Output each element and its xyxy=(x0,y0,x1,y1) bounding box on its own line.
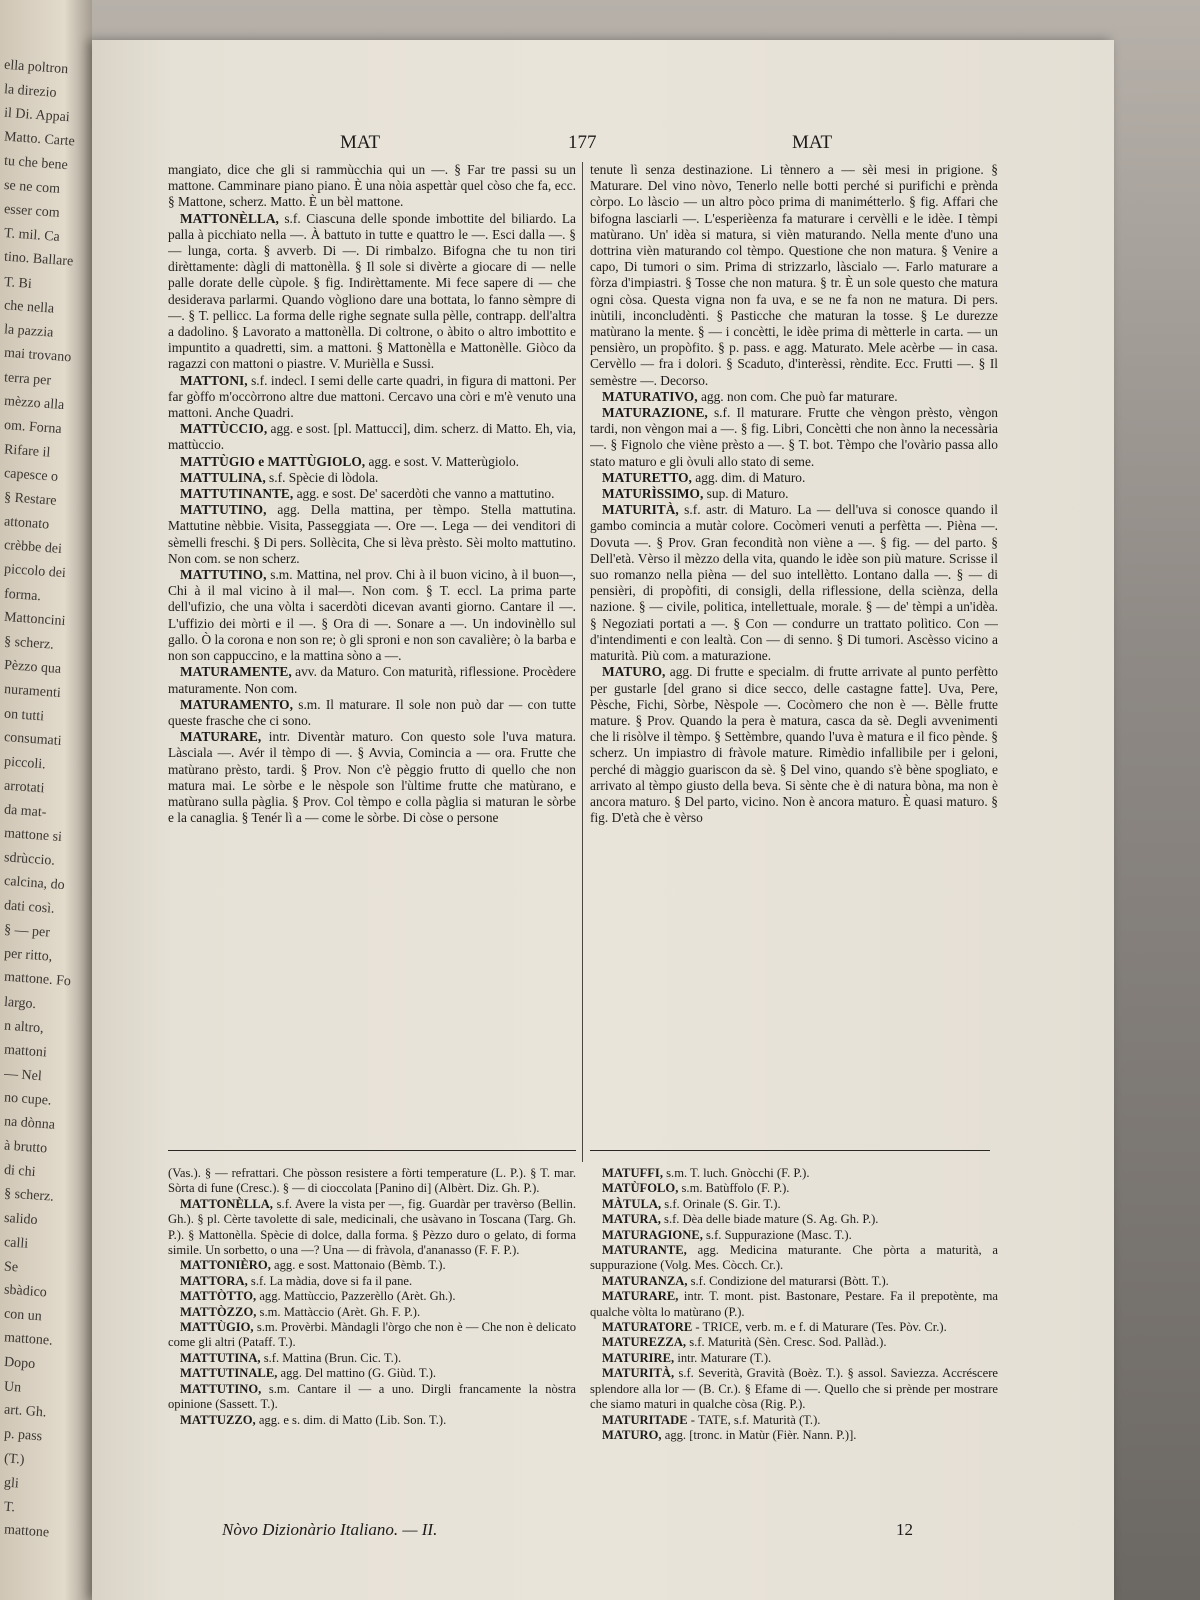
dictionary-entry xyxy=(590,1228,998,1243)
previous-page-fragment: la pazzia xyxy=(3,322,54,341)
entry-headword: MATTÙCCIO, xyxy=(180,421,268,437)
entry-headword: MATTORA, xyxy=(180,1273,248,1288)
entry-headword: MATTUTINALE, xyxy=(180,1366,278,1381)
previous-page-fragment: § scherz. xyxy=(3,634,55,653)
entry-headword: MATURARE, xyxy=(602,1289,679,1304)
previous-page-fragment: mattone xyxy=(3,1522,50,1541)
dictionary-entry xyxy=(590,1413,998,1428)
entry-headword: MATURAMENTE, xyxy=(180,664,292,680)
entry-text: s.m. T. luch. Gnòcchi (F. P.). xyxy=(666,1166,810,1180)
previous-page-fragment: sdrùccio. xyxy=(3,850,56,869)
previous-page-fragment: calcina, do xyxy=(3,873,66,894)
previous-page-fragment: con un xyxy=(3,1306,43,1325)
previous-page-fragment: mattone. xyxy=(3,1330,54,1349)
entry-text: sup. di Maturo. xyxy=(706,486,789,502)
column-right-main xyxy=(590,162,998,1120)
dictionary-entry xyxy=(590,389,998,405)
previous-page-fragment: il Di. Appai xyxy=(3,105,71,126)
entry-headword: MATTÙGIO, xyxy=(180,1320,254,1335)
dictionary-entry xyxy=(168,1382,576,1413)
previous-page-fragment: mattone. Fo xyxy=(3,969,72,990)
dictionary-entry xyxy=(168,1258,576,1273)
dictionary-entry xyxy=(590,1351,998,1366)
dictionary-entry xyxy=(168,470,576,486)
dictionary-entry xyxy=(168,1366,576,1381)
dictionary-entry xyxy=(168,454,576,470)
dictionary-entry xyxy=(590,486,998,502)
entry-text: s.f. Severità, Gravità (Boèz. T.). § assol. Saviezza. Accréscere splendore alla lor — (B. Cr.). § Efame di —. Quello che si prènde per mostrare che siamo maturi in qualche còsa (Rig. P.). xyxy=(590,1366,998,1412)
previous-page-fragment: Rifare il xyxy=(3,442,51,461)
entry-text: agg. Medicina maturante. Che pòrta a maturità, a suppurazione (Volg. Mes. Còcch. Cr.). xyxy=(590,1243,998,1273)
entry-text: mangiato, dice che gli si rammùcchia qui un —. § Far tre passi su un mattone. Camminare piano piano. È una nòia aspettàr quel còso che fa, ecc. § Mattone, scherz. Matto. È un bèl mattone. xyxy=(168,162,576,210)
entry-headword: MATURÌSSIMO, xyxy=(602,486,704,502)
previous-page-fragment: capesce o xyxy=(3,466,59,485)
dictionary-entry xyxy=(168,1305,576,1320)
dictionary-entry xyxy=(168,502,576,567)
entry-headword: MATTUTINANTE, xyxy=(180,486,294,502)
dictionary-entry xyxy=(590,470,998,486)
dictionary-entry xyxy=(590,162,998,389)
column-right-supplement xyxy=(590,1166,998,1506)
dictionary-entry xyxy=(168,1320,576,1351)
dictionary-entry xyxy=(590,502,998,664)
entry-headword: MATURO, xyxy=(602,1427,662,1442)
dictionary-entry xyxy=(590,1181,998,1196)
previous-page-fragment: T. xyxy=(3,1499,16,1516)
entry-headword: MATUREZZA, xyxy=(602,1335,687,1350)
entry-headword: MATURIRE, xyxy=(602,1350,675,1365)
previous-page-fragment: om. Forna xyxy=(3,418,63,437)
entry-headword: MATUFFI, xyxy=(602,1166,663,1180)
dictionary-entry xyxy=(168,162,576,211)
entry-headword: MATURITÀ, xyxy=(602,502,679,518)
previous-page-fragment: § scherz. xyxy=(3,1186,55,1205)
column-divider xyxy=(582,162,583,1162)
previous-page-fragment: calli xyxy=(3,1235,29,1252)
entry-headword: MATURO, xyxy=(602,664,666,680)
entry-text: - TRICE, verb. m. e f. di Maturare (Tes. Pòv. Cr.). xyxy=(695,1320,947,1335)
previous-page-fragment: ella poltron xyxy=(3,57,69,78)
previous-page-fragment: se ne com xyxy=(3,178,61,197)
entry-text: agg. e s. dim. di Matto (Lib. Son. T.). xyxy=(258,1412,447,1427)
entry-headword: MATURITADE xyxy=(602,1412,688,1427)
entry-text: agg. e sost. V. Matterùgiolo. xyxy=(368,453,519,469)
previous-page-fragment: gli xyxy=(3,1475,20,1492)
entry-text: - TATE, s.f. Maturità (T.). xyxy=(690,1412,821,1427)
previous-page-fragment: p. pass xyxy=(3,1426,43,1445)
entry-text: s.f. La màdia, dove si fa il pane. xyxy=(250,1273,413,1288)
previous-page-fragment: dati così. xyxy=(3,898,56,917)
entry-text: agg. Del mattino (G. Giùd. T.). xyxy=(280,1366,437,1381)
entry-headword: MATTÒZZO, xyxy=(180,1304,257,1319)
entry-text: s.f. Condizione del maturarsi (Bòtt. T.). xyxy=(690,1273,889,1288)
entry-text: s.m. Batùffolo (F. P.). xyxy=(681,1181,790,1196)
dictionary-entry xyxy=(590,1197,998,1212)
previous-page-fragment: di chi xyxy=(3,1162,37,1181)
entry-text: s.m. Cantare il — a uno. Dirgli francamente la nòstra opinione (Sassett. T.). xyxy=(168,1381,576,1412)
entry-text: avv. da Maturo. Con maturità, riflessione. Procèdere maturamente. Non com. xyxy=(168,664,576,696)
entry-headword: MATTÙGIO e MATTÙGIOLO, xyxy=(180,453,366,469)
previous-page-fragment: § — per xyxy=(3,922,51,941)
entry-headword: MATTONÈLLA, xyxy=(180,210,279,226)
previous-page-fragment: esser com xyxy=(3,202,61,221)
page-number: 177 xyxy=(568,132,597,153)
entry-headword: MATÙFOLO, xyxy=(602,1181,679,1196)
column-left-supplement xyxy=(168,1166,576,1506)
dictionary-entry xyxy=(168,1197,576,1259)
dictionary-entry xyxy=(168,697,576,729)
dictionary-entry xyxy=(168,1413,576,1428)
previous-page-fragment: mattoni xyxy=(3,1042,48,1061)
previous-page-edge xyxy=(0,0,92,1600)
dictionary-entry xyxy=(168,1289,576,1304)
dictionary-entry xyxy=(590,1166,998,1181)
entry-text: s.f. astr. di Maturo. La — dell'uva si conosce quando il gambo comincia a mutàr colore. Cocòmeri venuti a perfètta —. Pièna —. Dovuta —. § Prov. Gran fecondità non viène a —. § fig. — del parto. § Dell'età. Vèrso il mèzzo della vita, quando le idèe son più mature. Scrisse il suo romanzo nella pièna — del suo intellètto. Lontano dalla —. § — di pensièri, di propòfiti, di consigli, della riflessione, della sciènza, della nazione. § — civile, politica, intellettuale, morale. § — de' tèmpi a un'idèa. § Negoziati portati a —. § Con — condurre un trattato polìtico. Con — d'intendimenti e con lealtà. Con — di senno. § Di tumori. Ascèsso vicino a maturità. Più com. a maturazione. xyxy=(590,502,998,664)
entry-headword: MATURATORE xyxy=(602,1320,693,1335)
entry-headword: MATURANTE, xyxy=(602,1243,687,1258)
column-left-main xyxy=(168,162,576,1120)
previous-page-fragment: art. Gh. xyxy=(3,1402,47,1421)
entry-headword: MATURAZIONE, xyxy=(602,405,708,421)
running-head-right: MAT xyxy=(792,132,833,153)
entry-text: s.f. Dèa delle biade mature (S. Ag. Gh. P.). xyxy=(664,1212,879,1227)
entry-text: s.f. Orinale (S. Gir. T.). xyxy=(664,1196,781,1211)
dictionary-entry xyxy=(590,1335,998,1350)
dictionary-entry xyxy=(590,1274,998,1289)
previous-page-fragment: piccoli. xyxy=(3,754,47,773)
entry-text: s.f. Ciascuna delle sponde imbottite del biliardo. La palla à picchiato nella —. À battuto in tutte e quattro le —. Esci dalla —. § — lunga, corta. § avverb. Di —. Di rimbalzo. Bifogna che tu non tiri dirèttamente: dàgli di mattonèlla. § Il sole si divèrte a giocare di — nelle palle dorate delle cùpole. § fig. Indirèttamente. Mi fece sapere di — che desiderava parlarmi. Quando vògliono dare una bottata, lo fanno sèmpre di —. § T. pellicc. La forma delle righe segnate sulla pèlle, contrapp. dell'altra a dadolino. § Lavorato a mattonèlla. Di coltrone, o àbito o altro imbottito e impuntito a quadretti, sim. a mattoni. § Mattonèlla e Mattonèlle. Giòco da ragazzi con mattoni o piastre. V. Murièlla e Sussi. xyxy=(168,210,576,372)
entry-headword: MATTONIÈRO, xyxy=(180,1258,271,1273)
entry-headword: MATTUZZO, xyxy=(180,1412,256,1427)
previous-page-fragment: la direzio xyxy=(3,82,57,101)
previous-page-fragment: (T.) xyxy=(3,1451,25,1468)
previous-page-fragment: no cupe. xyxy=(3,1090,52,1109)
entry-headword: MATURANZA, xyxy=(602,1273,688,1288)
previous-page-fragment: tu che bene xyxy=(3,153,69,174)
entry-headword: MATURAMENTO, xyxy=(180,696,293,712)
previous-page-fragment: da mat- xyxy=(3,802,47,821)
entry-text: s.f. Il maturare. Frutte che vèngon prèsto, vèngon tardi, non vèngon mai a —. § fig. Libri, Concètti che non ànno la necessària —. § Fignolo che viène prèsto a —. § T. bot. Tèmpo che l'ovàrio passa allo stato maturo e gli òvuli allo stato di seme. xyxy=(590,405,998,469)
entry-text: intr. Maturare (T.). xyxy=(677,1350,772,1365)
entry-headword: MATURETTO, xyxy=(602,469,692,485)
previous-page-fragment: che nella xyxy=(3,298,55,317)
dictionary-entry xyxy=(168,664,576,696)
running-head-left: MAT xyxy=(340,132,381,153)
running-head xyxy=(92,132,1114,156)
footer-title: Nòvo Dizionàrio Italiano. — II. xyxy=(222,1520,438,1539)
previous-page-fragment: na dònna xyxy=(3,1114,56,1133)
entry-headword: MATTONI, xyxy=(180,372,248,388)
previous-page-fragment: on tutti xyxy=(3,706,45,725)
entry-headword: MATTUTINO, xyxy=(180,1381,262,1396)
previous-page-fragment: sbàdico xyxy=(3,1282,48,1301)
dictionary-entry xyxy=(168,1351,576,1366)
entry-text: agg. e sost. [pl. Mattucci], dim. scherz. di Matto. Eh, via, mattùccio. xyxy=(168,421,576,453)
entry-text: s.m. Mattina, nel prov. Chi à il buon vicino, à il buon—, Chi à il mal vicino à il mal—. Non com. § T. eccl. La prima parte dell'ufizio, che una vòlta i sacerdòti dicevan avanti giorno. Cantare il —. L'uffizio dei mòrti e il —. § Ora di —. Sonare a —. Un indovinèllo sul gallo. Ò la corona e non son re; ò gli sproni e non son cavalière; ò la barba e non son cappuccino, e la mattina sòno a —. xyxy=(168,567,576,664)
dictionary-entry xyxy=(590,1289,998,1320)
dictionary-entry xyxy=(590,1366,998,1412)
dictionary-entry xyxy=(168,211,576,373)
previous-page-fragment: mattone si xyxy=(3,825,63,846)
previous-page-fragment: à brutto xyxy=(3,1138,48,1157)
supplement-rule-right xyxy=(590,1150,990,1151)
dictionary-entry xyxy=(168,1166,576,1197)
dictionary-entry xyxy=(590,405,998,470)
entry-text: (Vas.). § — refrattari. Che pòsson resistere a fòrti temperature (L. P.). § T. mar. Sòrta di fune (Cresc.). § — di cioccolata [Panino di] (Albèrt. Diz. Gh. P.). xyxy=(168,1166,576,1196)
entry-headword: MATURATIVO, xyxy=(602,388,698,404)
entry-text: s.f. Spècie di lòdola. xyxy=(269,469,379,485)
page-footer xyxy=(92,1520,1114,1544)
previous-page-fragment: salido xyxy=(3,1210,38,1229)
previous-page-fragment: T. Bi xyxy=(3,275,33,292)
entry-text: agg. Della mattina, per tèmpo. Stella mattutina. Mattutine nèbbie. Visita, Passeggiata —. Ore —. Lega — dei venditori di sèmelli freschi. § Di pers. Sollècita, Che si lèva prèsto. Sèi molto mattutino. Non com. se non scherz. xyxy=(168,502,576,566)
previous-page-fragment: largo. xyxy=(3,994,37,1013)
entry-text: tenute lì senza destinazione. Li tènnero a — sèi mesi in prigione. § Maturare. Del vino nòvo, Tenerlo nelle botti perché si purifichi e prènda còrpo. Lo làscio — un altro pòco prima di manimétterlo. § fig. Affari che bifogna lasciarli —. L'esperièenza fa maturare i cervèlli e le idèe. I tèmpi matùrano. Un' idèa si matura, si vièn maturando. Nella mente d'uno una dottrina vièn maturando col tèmpo. Questione che non matura. § Venire a capo, Di tumori o sim. Prima di strizzarlo, làscialo —. Farlo maturare a fòrza d'impiastri. § Tosse che non matura. § tr. È un sole questo che matura ogni còsa. Questa vigna non fa uva, e se ne fa non ne matura. Di pers. inùtili, inconcludènti. § Pasticche che maturan la tosse. § Le durezze matùrano la mente. § — i concètti, le idèe prima di mètterle in carta. — un pensièro, un propòfito. § p. pass. e agg. Maturato. Mele acèrbe — in casa. Cervèllo — fra i dolori. § Scaduto, d'interèssi, rèndite. Ecc. Frutti —. § Il semèstre —. Decorso. xyxy=(590,162,998,388)
dictionary-entry xyxy=(590,664,998,826)
dictionary-entry xyxy=(168,567,576,664)
previous-page-fragment: piccolo dei xyxy=(3,561,67,582)
previous-page-fragment: nuramenti xyxy=(3,682,62,701)
previous-page-fragment: forma. xyxy=(3,586,42,605)
previous-page-fragment: terra per xyxy=(3,370,52,389)
dictionary-entry xyxy=(168,729,576,826)
entry-text: agg. non com. Che può far maturare. xyxy=(700,388,898,404)
entry-text: agg. dim. di Maturo. xyxy=(695,469,806,485)
entry-text: s.f. indecl. I semi delle carte quadri, in figura di mattoni. Per far gòffo m'occòrrono altre due mattoni. Cercavo una còri e m'è venuto una mattoni. Anche Quadri. xyxy=(168,372,576,421)
previous-page-fragment: tino. Ballare xyxy=(3,249,74,270)
signature-mark: 12 xyxy=(896,1520,913,1539)
previous-page-fragment: Pèzzo qua xyxy=(3,658,62,677)
previous-page-fragment: n altro, xyxy=(3,1018,45,1037)
previous-page-fragment: consumati xyxy=(3,730,63,749)
previous-page-fragment: T. mil. Ca xyxy=(3,226,61,245)
entry-headword: MATTÒTTO, xyxy=(180,1289,257,1304)
previous-page-fragment: — Nel xyxy=(3,1066,43,1085)
previous-page-fragment: crèbbe dei xyxy=(3,537,63,558)
previous-page-fragment: mai trovano xyxy=(3,345,72,366)
dictionary-entry xyxy=(168,373,576,422)
entry-text: s.m. Mattàccio (Arèt. Gh. F. P.). xyxy=(259,1304,421,1319)
previous-page-fragment: attonato xyxy=(3,514,50,533)
entry-text: s.m. Il maturare. Il sole non può dar — con tutte queste frasche che ci sono. xyxy=(168,696,576,728)
entry-headword: MATTULINA, xyxy=(180,469,266,485)
previous-page-fragment: Matto. Carte xyxy=(3,129,76,150)
previous-page-fragment: Un xyxy=(3,1379,22,1396)
dictionary-entry xyxy=(590,1243,998,1274)
previous-page-fragment: Se xyxy=(3,1259,19,1276)
entry-headword: MATTUTINA, xyxy=(180,1350,261,1365)
entry-text: agg. e sost. Mattonaio (Bèmb. T.). xyxy=(274,1258,446,1273)
dictionary-entry xyxy=(590,1320,998,1335)
entry-text: agg. Mattùccio, Pazzerèllo (Arèt. Gh.). xyxy=(259,1289,456,1304)
entry-headword: MATTUTINO, xyxy=(180,502,267,518)
entry-headword: MATURITÀ, xyxy=(602,1366,675,1381)
dictionary-entry xyxy=(590,1428,998,1443)
dictionary-page xyxy=(92,40,1114,1600)
previous-page-fragment: Mattoncini xyxy=(3,609,66,630)
entry-text: s.f. Suppurazione (Masc. T.). xyxy=(706,1227,852,1242)
previous-page-fragment: mèzzo alla xyxy=(3,393,65,414)
dictionary-entry xyxy=(168,1274,576,1289)
entry-text: intr. T. mont. pist. Bastonare, Pestare. Fa il prepotènte, ma qualche vòlta lo matùrano (P.). xyxy=(590,1289,998,1319)
entry-headword: MATURARE, xyxy=(180,729,262,745)
entry-headword: MATTUTINO, xyxy=(180,567,267,583)
previous-page-fragment: Dopo xyxy=(3,1354,36,1373)
dictionary-entry xyxy=(590,1212,998,1227)
entry-text: s.f. Mattina (Brun. Cic. T.). xyxy=(263,1350,402,1365)
entry-headword: MATTONÈLLA, xyxy=(180,1196,273,1211)
entry-headword: MATURA, xyxy=(602,1212,661,1227)
entry-text: s.f. Maturità (Sèn. Cresc. Sod. Pallàd.). xyxy=(689,1335,887,1350)
entry-text: intr. Diventàr maturo. Con questo sole l'uva matura. Làsciala —. Avér il tèmpo di —. § Avvia, Comincia a — ora. Frutte che matùrano prèsto, tardi. § Prov. Non c'è pèggio frutto di quello che non matura mai. Le sòrbe e le nèspole son l'ùltime frutte che matùrano, e matùrano sulla pàglia. § Prov. Col tèmpo e colla pàglia si maturan le sòrbe e la canaglia. § Tenér lì a — come le sòrbe. Di còse o persone xyxy=(168,729,576,826)
entry-headword: MATURAGIONE, xyxy=(602,1227,703,1242)
entry-text: agg. e sost. De' sacerdòti che vanno a mattutino. xyxy=(296,486,555,502)
previous-page-fragment: per ritto, xyxy=(3,946,53,965)
entry-text: s.f. Avere la vista per —, fig. Guardàr per travèrso (Bellin. Gh.). § pl. Cèrte tavolette di sale, medicinali, che usàvano in Toscana (Targ. Gh. P.). § Mattonèlla. Spècie di dolce, dalla forma. § Pèzzo duro o gelato, di forma simile. Un sorbetto, o una —? Una — di fràvola, d'ananasso (F. F. P.). xyxy=(168,1196,576,1258)
entry-text: s.m. Provèrbi. Màndagli l'òrgo che non è — Che non è delicato come gli altri (Pataff. T.). xyxy=(168,1320,576,1350)
previous-page-fragment: arrotati xyxy=(3,778,45,797)
entry-text: agg. [tronc. in Matùr (Fièr. Nann. P.)]. xyxy=(664,1427,857,1442)
supplement-rule-left xyxy=(168,1150,576,1151)
entry-text: agg. Di frutte e specialm. di frutte arrivate al punto perfètto per gustarle [del grano si dice secco, delle castagne fatte]. Uva, Pere, Pèsche, Fichi, Sòrbe, Nèspole —. Cocòmero che non è —. Bèlle frutte mature. § Prov. Quando la pera è matura, casca da sè. Degli avvenimenti che li risòlve il tèmpo. § Settèmbre, quando l'uva è matura e il fico pènde. § scherz. Un impiastro di fràvole mature. Rimèdio infallibile per i geloni, perché di màggio guariscon da sè. § Del vino, quando s'è bène spogliato, e arrivato al tèmpo giusto della beva. Si sènte che è di natura bòna, ma non è ancora maturo. § Del parto, vicino. Non è ancora maturo. È quasi maturo. § fig. D'età che è vèrso xyxy=(590,664,998,826)
dictionary-entry xyxy=(168,421,576,453)
dictionary-entry xyxy=(168,486,576,502)
entry-headword: MÀTULA, xyxy=(602,1196,662,1211)
previous-page-fragment: § Restare xyxy=(3,490,57,509)
